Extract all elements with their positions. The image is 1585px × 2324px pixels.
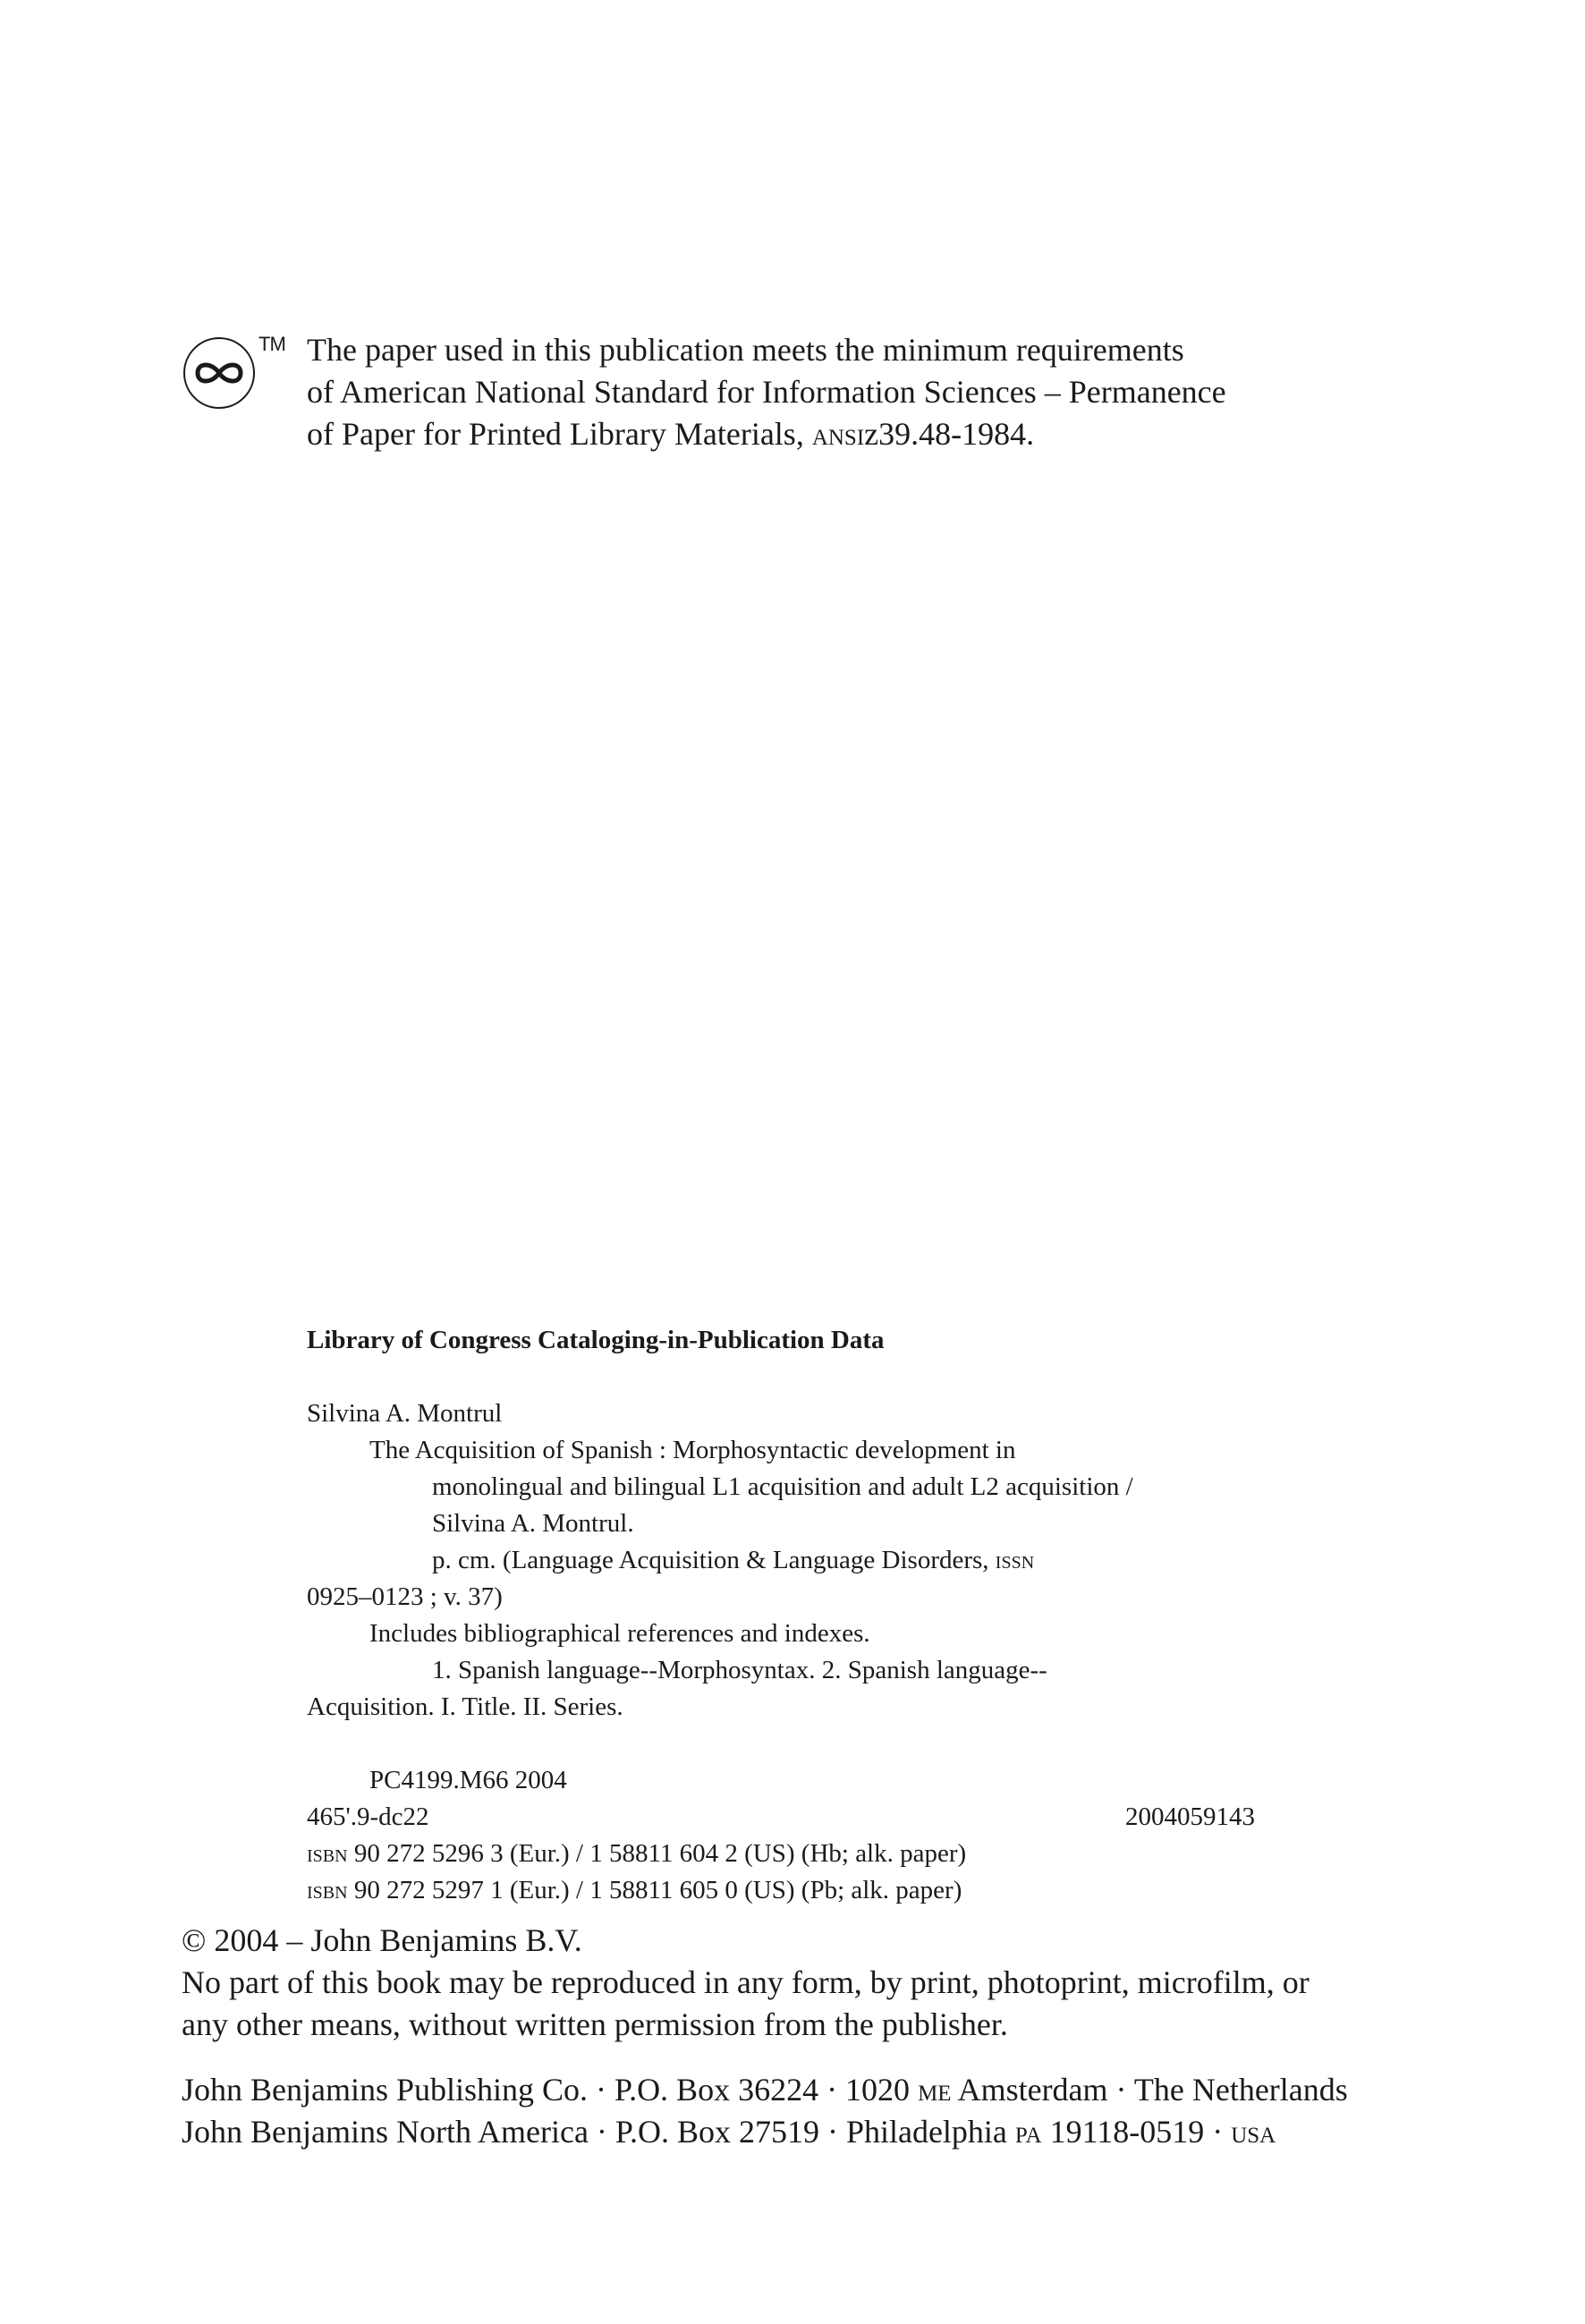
cip-isbn-pb — [307, 1872, 1255, 1909]
publisher-europe-prefix: John Benjamins Publishing Co. · P.O. Box 36224 · 1020 — [182, 2072, 911, 2108]
isbn-hb-value: 90 272 5296 3 (Eur.) / 1 58811 604 2 (US) (Hb; alk. paper) — [353, 1839, 967, 1868]
cip-title-line: monolingual and bilingual L1 acquisition and adult L2 acquisition / — [432, 1472, 1133, 1501]
cip-dewey-number: 465'.9-dc22 — [307, 1802, 429, 1831]
rights-line: No part of this book may be reproduced in any form, by print, photoprint, microfilm, or — [182, 1964, 1310, 2000]
cip-subjects-line: 1. Spanish language--Morphosyntax. 2. Spanish language-- — [432, 1656, 1047, 1684]
paper-statement-line3-prefix: of Paper for Printed Library Materials, — [307, 416, 804, 452]
publisher-europe-suffix: Amsterdam · The Netherlands — [957, 2072, 1348, 2108]
cip-title-line: Silvina A. Montrul. — [432, 1509, 634, 1538]
publisher-europe — [182, 2069, 1348, 2111]
paper-statement — [307, 329, 1226, 455]
isbn-pb-value: 90 272 5297 1 (Eur.) / 1 58811 605 0 (US) (Pb; alk. paper) — [353, 1876, 962, 1904]
copyright-block — [182, 1920, 1310, 2046]
rights-line: any other means, without written permission from the publisher. — [182, 2006, 1008, 2042]
standard-number: z39.48-1984. — [864, 416, 1035, 452]
paper-statement-line — [307, 413, 1226, 455]
trademark-mark: TM — [259, 333, 285, 355]
cip-heading: Library of Congress Cataloging-in-Publication Data — [307, 1326, 885, 1354]
country-code: usa — [1231, 2114, 1276, 2150]
cip-physical-prefix: p. cm. (Language Acquisition & Language Disorders, — [432, 1546, 989, 1574]
isbn-label: isbn — [307, 1839, 348, 1868]
publisher-addresses — [182, 2069, 1348, 2153]
issn-label: issn — [995, 1546, 1035, 1574]
postal-code-letters: me — [918, 2072, 952, 2108]
cip-isbn-hb — [307, 1836, 1255, 1872]
paper-statement-line: The paper used in this publication meets the minimum requirements — [307, 332, 1184, 368]
publisher-north-america — [182, 2111, 1348, 2153]
cip-dewey-row — [307, 1799, 1255, 1836]
publisher-na-prefix: John Benjamins North America · P.O. Box 27519 · Philadelphia — [182, 2114, 1007, 2150]
state-code: pa — [1014, 2114, 1042, 2150]
cip-lc-call-number: PC4199.M66 2004 — [369, 1766, 567, 1794]
cip-notes: Includes bibliographical references and indexes. — [369, 1619, 870, 1648]
permanent-paper-infinity-icon — [182, 335, 257, 411]
publisher-na-zip: 19118-0519 · — [1049, 2114, 1224, 2150]
cip-author: Silvina A. Montrul — [307, 1399, 503, 1428]
paper-statement-line: of American National Standard for Information Sciences – Permanence — [307, 374, 1226, 410]
cip-data-block — [307, 1322, 1255, 1909]
ansi-label: ansi — [811, 416, 865, 452]
cip-physical-description — [307, 1542, 1255, 1579]
cip-lccn: 2004059143 — [1125, 1802, 1255, 1831]
cip-title-line: The Acquisition of Spanish : Morphosyntactic development in — [369, 1436, 1016, 1464]
copyright-notice: © 2004 – John Benjamins B.V. — [182, 1922, 582, 1958]
cip-series-number: 0925–0123 ; v. 37) — [307, 1582, 503, 1611]
cip-subjects-line: Acquisition. I. Title. II. Series. — [307, 1692, 623, 1721]
isbn-label: isbn — [307, 1876, 348, 1904]
